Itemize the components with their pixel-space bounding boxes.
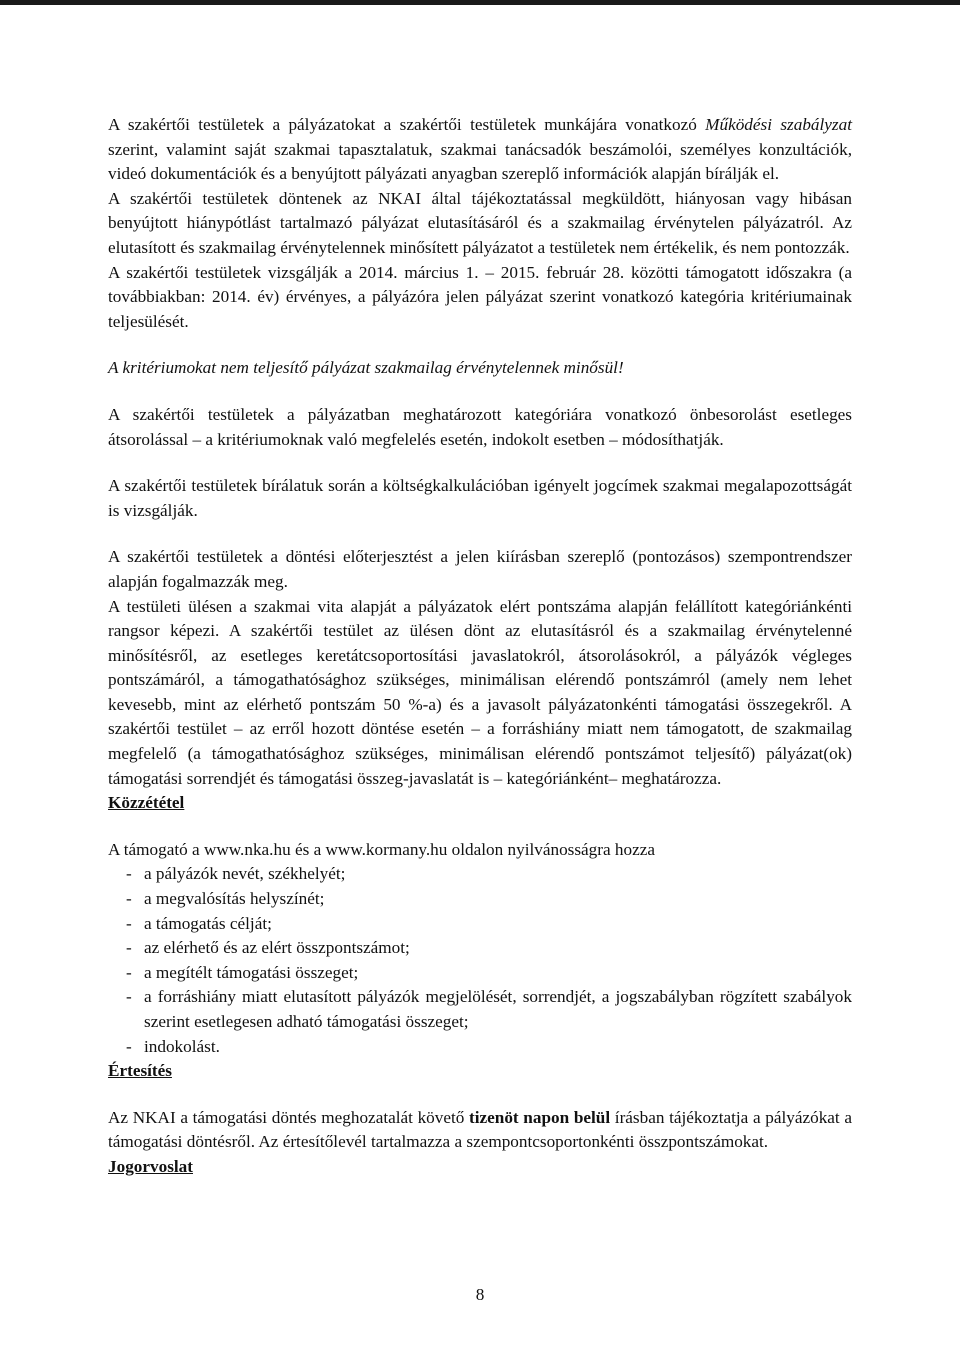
list-item: - a megvalósítás helyszínét;: [108, 887, 852, 912]
document-body: [108, 113, 852, 1180]
section-heading-ertesites: Értesítés: [108, 1061, 172, 1081]
list-item: - indokolást.: [108, 1035, 852, 1060]
paragraph-rejection-decision: A szakértői testületek döntenek az NKAI által tájékoztatással megküldött, hiányosan vagy hibásan benyújtott hiánypótlást tartalmazó pályázat elutasításáról és a szakmailag érvénytelen pályázatról. Az elutasított és szakmailag érvénytelennek minősített pályázatot a testületek nem értékelik, és nem pontozzák.: [108, 188, 852, 257]
paragraph-criteria-check: A szakértői testületek vizsgálják a 2014. március 1. – 2015. február 28. közötti támogatott időszakra (a továbbiakban: 2014. év) érvényes, a pályázóra jelen pályázat szerint vonatkozó kategória kritériumainak teljesülését.: [108, 262, 852, 331]
ertesites-paragraph: Az NKAI a támogatási döntés meghozatalát követő tizenöt napon belül írásban tájékoztatja a pályázókat a támogatási döntésről. Az értesítőlevél tartalmazza a szempontcsoportonkénti összpontszámokat.: [108, 1107, 852, 1152]
list-item: - az elérhető és az elért összpontszámot;: [108, 936, 852, 961]
list-item: - a forráshiány miatt elutasított pályázók megjelölését, sorrendjét, a jogszabályban rögzített szabályok szerint esetlegesen adható támogatási összeget;: [108, 985, 852, 1034]
section-heading-jogorvoslat: Jogorvoslat: [108, 1156, 193, 1176]
kozzetetel-list: [108, 862, 852, 1059]
deadline-emphasis: tizenöt napon belül: [469, 1107, 611, 1127]
paragraph-evaluation-basis: A szakértői testületek a pályázatokat a szakértői testületek munkájára vonatkozó Működési szabályzat szerint, valamint saját szakmai tapasztalatuk, szakmai tanácsadók beszámolói, személyes konzultációk, videó dokumentációk és a benyújtott pályázati anyagban szereplő információk alapján bírálják el.: [108, 115, 852, 184]
section-heading-kozzetetel: Közzététel: [108, 793, 185, 813]
paragraph-criteria-warning: A kritériumokat nem teljesítő pályázat szakmailag érvénytelennek minősül!: [108, 358, 624, 378]
scan-top-border: [0, 0, 960, 5]
paragraph-cost-review: A szakértői testületek bírálatuk során a költségkalkulációban igényelt jogcímek szakmai megalapozottságát is vizsgálják.: [108, 476, 852, 520]
list-item: - a támogatás célját;: [108, 912, 852, 937]
list-item: - a pályázók nevét, székhelyét;: [108, 862, 852, 887]
paragraph-proposal-drafting: A szakértői testületek a döntési előterjesztést a jelen kiírásban szereplő (pontozásos) szempontrendszer alapján fogalmazzák meg.: [108, 547, 852, 591]
paragraph-reclassification: A szakértői testületek a pályázatban meghatározott kategóriára vonatkozó önbesorolást esetleges átsorolással – a kritériumoknak való megfelelés esetén, indokolt esetben – módosíthatják.: [108, 404, 852, 449]
italic-rules-reference: Működési szabályzat: [705, 115, 852, 134]
list-item: - a megítélt támogatási összeget;: [108, 961, 852, 986]
page-number: 8: [475, 1285, 485, 1304]
paragraph-board-meeting: A testületi ülésen a szakmai vita alapját a pályázatok elért pontszáma alapján felállított kategóriánkénti rangsor képezi. A szakértői testület az ülésen dönt az elutasításról és a szakmailag érvénytelenné minősítésről, az esetleges keretátcsoportosítási javaslatokról, átsorolásokról, a pályázók végleges pontszámáról, a támogathatósághoz szükséges, minimálisan elérendő pontszámról (amely nem lehet kevesebb, mint az elérhető pontszám 50 %-a) és a javasolt pályázatonkénti támogatási összegekről. A szakértői testület – az erről hozott döntése esetén – a forráshiány miatt nem támogatott, de szakmailag megfelelő (a támogathatósághoz szükséges, minimálisan elérendő pontszámot teljesítő) pályázat(ok) támogatási sorrendjét és támogatási összeg-javaslatát is – kategóriánként– meghatározza.: [108, 596, 852, 788]
kozzetetel-intro: A támogató a www.nka.hu és a www.kormany.hu oldalon nyilvánosságra hozza: [108, 839, 655, 859]
